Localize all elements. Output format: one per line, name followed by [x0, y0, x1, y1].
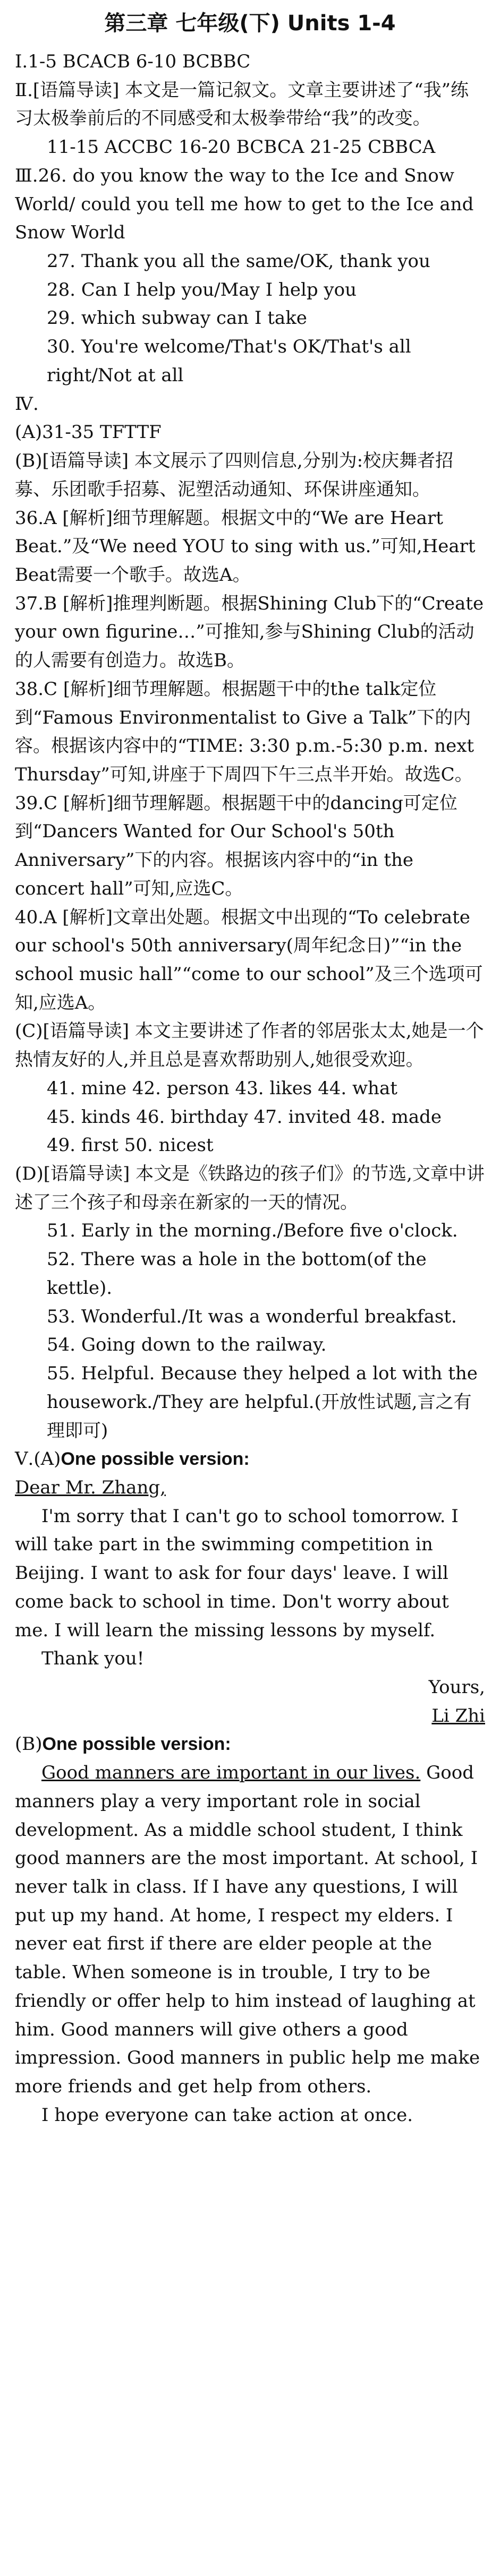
- part-a-answers: (A)31-35 TFTTF: [15, 422, 162, 443]
- q30-answer: 30. You're welcome/That's OK/That's all right/Not at all: [47, 336, 417, 386]
- part-va-head: [15, 1445, 485, 1474]
- section-3: [15, 162, 485, 390]
- section-2-intro: Ⅱ.[语篇导读] 本文是一篇记叙文。文章主要讲述了“我”练习太极拳前后的不同感受和太极拳带给“我”的改变。: [15, 79, 469, 130]
- q38-explanation: 38.C [解析]细节理解题。根据题干中的the talk定位到“Famous Environmentalist to Give a Talk”下的内容。根据该内容中的“TIME: 3:30 p.m.-5:30 p.m. next Thursday”可知,讲座于下周四下午三点半开始。故选C。: [15, 678, 480, 785]
- letter-salutation: Dear Mr. Zhang,: [15, 1476, 166, 1498]
- q29-answer: 29. which subway can I take: [47, 307, 307, 329]
- section-5: [15, 1445, 485, 2130]
- q39-explanation: 39.C [解析]细节理解题。根据题干中的dancing可定位到“Dancers Wanted for Our School's 50th Anniversary”下的内容。根据该内容中的“in the concert hall”可知,应选C。: [15, 792, 457, 899]
- essay-text: Good manners play a very important role in social development. As a middle school student, I think good manners are the most important. At school, I never talk in class. If I have any questions, I will put up my hand. At home, I respect my elders. I never eat first if there are elder people at the table. When someone is in trouble, I try to be friendly or offer help to him instead of laughing at him. Good manners will give others a good impression. Good manners in public help me make more friends and get help from others.: [15, 1762, 486, 2098]
- q55-answer: 55. Helpful. Because they helped a lot with the housework./They are helpful.(开放性试题,言之有理即可): [47, 1363, 484, 1441]
- one-possible-version-a: One possible version:: [61, 1449, 250, 1470]
- part-d-intro: (D)[语篇导读] 本文是《铁路边的孩子们》的节选,文章中讲述了三个孩子和母亲在新家的一天的情况。: [15, 1163, 485, 1213]
- page-title: 第三章 七年级(下) Units 1-4: [104, 11, 396, 36]
- section-2-answers: 11-15 ACCBC 16-20 BCBCA 21-25 CBBCA: [47, 136, 436, 158]
- q26-answer: Ⅲ.26. do you know the way to the Ice and Snow World/ could you tell me how to get to the Ice and Snow World: [15, 165, 480, 244]
- q40-explanation: 40.A [解析]文章出处题。根据文中出现的“To celebrate our school's 50th anniversary(周年纪念日)”“in the school music hall”“come to our school”及三个选项可知,应选A。: [15, 906, 483, 1014]
- q51-answer: 51. Early in the morning./Before five o'clock.: [47, 1220, 458, 1242]
- essay-topic-sentence: Good manners are important in our lives.: [41, 1762, 421, 1784]
- q28-answer: 28. Can I help you/May I help you: [47, 279, 357, 300]
- one-possible-version-b: One possible version:: [42, 1734, 231, 1755]
- section-1-answers: Ⅰ.1-5 BCACB 6-10 BCBBC: [15, 51, 251, 72]
- section-4-head: Ⅳ.: [15, 393, 39, 415]
- part-va-label: Ⅴ.(A): [15, 1448, 61, 1470]
- part-c-line-1: 41. mine 42. person 43. likes 44. what: [47, 1077, 397, 1099]
- section-4: [15, 390, 489, 1446]
- part-c-line-2: 45. kinds 46. birthday 47. invited 48. made: [47, 1106, 442, 1128]
- part-b-intro: (B)[语篇导读] 本文展示了四则信息,分别为:校庆舞者招募、乐团歌手招募、泥塑活动通知、环保讲座通知。: [15, 450, 454, 500]
- q53-answer: 53. Wonderful./It was a wonderful breakfast.: [47, 1306, 457, 1327]
- part-c-intro: (C)[语篇导读] 本文主要讲述了作者的邻居张太太,她是一个热情友好的人,并且总是喜欢帮助别人,她很受欢迎。: [15, 1020, 484, 1071]
- letter-thanks: Thank you!: [41, 1648, 145, 1670]
- part-c-line-3: 49. first 50. nicest: [47, 1135, 214, 1156]
- essay-body: [15, 1759, 485, 2101]
- part-vb-label: (B): [15, 1733, 43, 1755]
- letter-closing: Yours,: [428, 1676, 485, 1698]
- q54-answer: 54. Going down to the railway.: [47, 1334, 327, 1356]
- sample-letter: [15, 1474, 485, 1730]
- q37-explanation: 37.B [解析]推理判断题。根据Shining Club下的“Create your own figurine…”可推知,参与Shining Club的活动的人需要有创造力。故选B。: [15, 593, 489, 672]
- q52-answer: 52. There was a hole in the bottom(of the kettle).: [47, 1249, 433, 1299]
- q36-explanation: 36.A [解析]细节理解题。根据文中的“We are Heart Beat.”及“We need YOU to sing with us.”可知,Heart Beat需要一个歌手。故选A。: [15, 507, 481, 586]
- part-vb-head: [15, 1730, 485, 1759]
- letter-signature: Li Zhi: [431, 1705, 485, 1727]
- q27-answer: 27. Thank you all the same/OK, thank you: [47, 251, 430, 272]
- letter-body: I'm sorry that I can't go to school tomorrow. I will take part in the swimming competition in Beijing. I want to ask for four days' leave. I will come back to school in time. Don't worry about me. I will learn the missing lessons by myself.: [15, 1505, 464, 1641]
- essay-ending: I hope everyone can take action at once.: [41, 2104, 413, 2126]
